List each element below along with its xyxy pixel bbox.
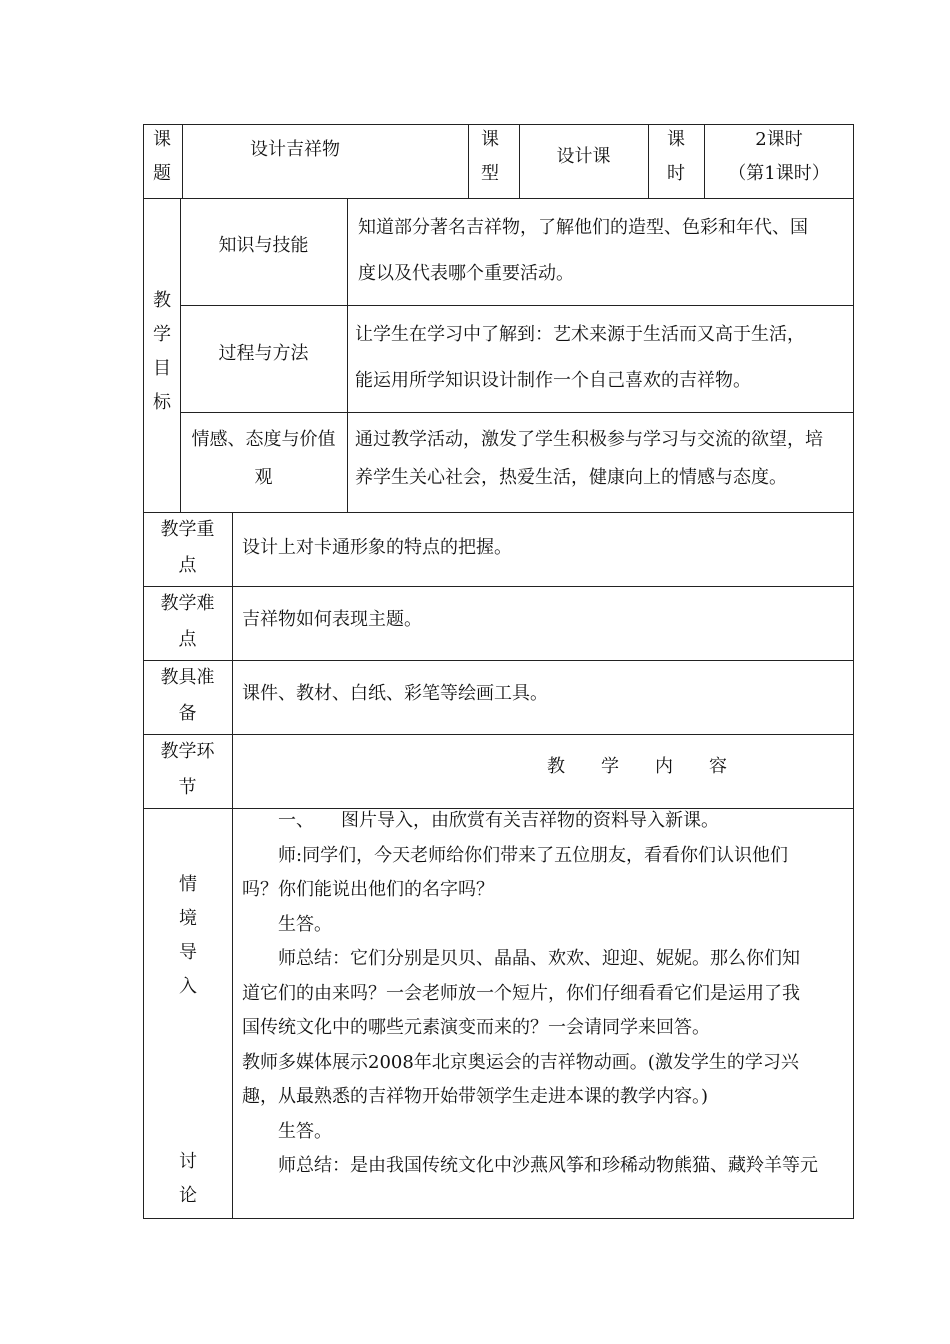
col-divider xyxy=(648,124,649,198)
goal-text-knowledge: 知道部分著名吉祥物，了解他们的造型、色彩和年代、国 度以及代表哪个重要活动。 xyxy=(358,217,808,284)
goals-label: 教 学 目 标 xyxy=(153,290,171,413)
col-divider xyxy=(232,512,233,1219)
type-value: 设计课 xyxy=(556,146,611,167)
materials-value: 课件、教材、白纸、彩笔等绘画工具。 xyxy=(242,683,548,704)
difficulty-value: 吉祥物如何表现主题。 xyxy=(242,609,422,630)
goal-text-process: 让学生在学习中了解到：艺术来源于生活而又高于生活， 能运用所学知识设计制作一个自己喜欢的吉祥物。 xyxy=(355,324,805,391)
row-divider xyxy=(143,734,854,735)
col-divider xyxy=(468,124,469,198)
row-divider xyxy=(143,586,854,587)
goal-name-process: 过程与方法 xyxy=(218,343,309,364)
section-label-discuss: 讨 论 xyxy=(179,1151,197,1206)
time-value: 2课时 xyxy=(755,129,803,150)
goal-name-knowledge: 知识与技能 xyxy=(218,235,309,256)
key-point-label: 教学重 点 xyxy=(160,519,215,576)
section-content: 一、 图片导入，由欣赏有关吉祥物的资料导入新课。 师:同学们，今天老师给你们带来了五位朋友，看看你们认识他们 吗？你们能说出他们的名字吗？ 生答。 师总结：它们分别是贝贝、晶晶、欢欢、迎迎、妮妮。那么你们知 道它们的由来吗？一会老师放一个短片，你们仔细看看它们是运用了我 国传统文化中的哪些元素演变而来的？一会请同学来回答。 教师多媒体展示2008年北京奥运会的吉祥物动画。(激发学生的学习兴 趣，从最熟悉的吉祥物开始带领学生走进本课的教学内容。) 生答。 师总结：是由我国传统文化中沙燕风筝和珍稀动物熊猫、藏羚羊等元 xyxy=(242,810,818,1176)
stage-label: 教学环 节 xyxy=(160,741,215,798)
key-point-value: 设计上对卡通形象的特点的把握。 xyxy=(242,537,512,558)
type-label: 课 型 xyxy=(481,129,499,184)
content-header: 教 学 内 容 xyxy=(547,756,727,777)
row-divider xyxy=(180,305,854,306)
time-label: 课 时 xyxy=(667,129,685,184)
col-divider xyxy=(347,198,348,512)
row-divider xyxy=(143,198,854,199)
time-value-detail: （第1课时） xyxy=(728,163,830,184)
row-divider xyxy=(180,412,854,413)
row-divider xyxy=(143,660,854,661)
difficulty-label: 教学难 点 xyxy=(160,593,215,650)
goal-name-attitude: 情感、态度与价值 观 xyxy=(191,429,336,488)
course-label: 课 题 xyxy=(153,129,171,184)
course-value: 设计吉祥物 xyxy=(250,139,340,160)
row-divider xyxy=(143,512,854,513)
goal-text-attitude: 通过教学活动，激发了学生积极参与学习与交流的欲望，培 养学生关心社会，热爱生活，健康向上的情感与态度。 xyxy=(355,429,823,488)
materials-label: 教具准 备 xyxy=(160,667,215,724)
section-label-intro: 情 境 导 入 xyxy=(179,874,197,997)
